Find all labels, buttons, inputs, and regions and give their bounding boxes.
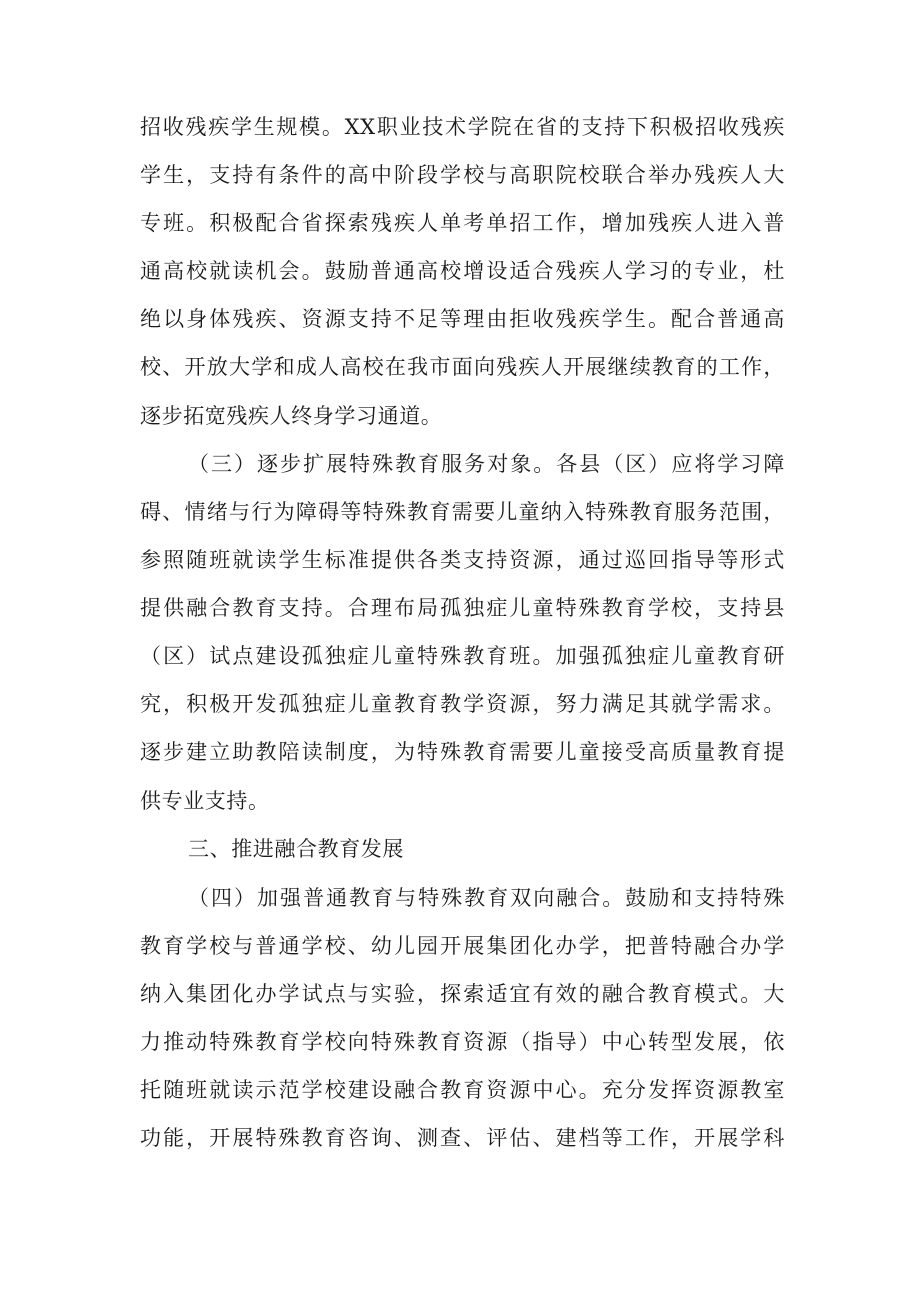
- paragraph-line: 绝以身体残疾、资源支持不足等理由拒收残疾学生。配合普通高: [140, 307, 785, 331]
- paragraph-line: 学生，支持有条件的高中阶段学校与高职院校联合举办残疾人大: [140, 163, 785, 187]
- paragraph-line: 招收残疾学生规模。XX职业技术学院在省的支持下积极招收残疾: [140, 115, 785, 139]
- paragraph-line: 逐步拓宽残疾人终身学习通道。: [140, 404, 443, 428]
- paragraph-line: 碍、情绪与行为障碍等特殊教育需要儿童纳入特殊教育服务范围，: [140, 500, 785, 524]
- paragraph-line: 力推动特殊教育学校向特殊教育资源（指导）中心转型发展，依: [140, 1030, 785, 1054]
- paragraph-line: 究，积极开发孤独症儿童教育教学资源，努力满足其就学需求。: [140, 692, 785, 716]
- section-heading-line: （四）加强普通教育与特殊教育双向融合。鼓励和支持特殊: [188, 886, 785, 910]
- section-heading-line: （三）逐步扩展特殊教育服务对象。各县（区）应将学习障: [188, 452, 785, 476]
- paragraph-line: 通高校就读机会。鼓励普通高校增设适合残疾人学习的专业，杜: [140, 259, 785, 283]
- paragraph-line: 功能，开展特殊教育咨询、测查、评估、建档等工作，开展学科: [140, 1126, 785, 1150]
- paragraph-line: 纳入集团化办学试点与实验，探索适宜有效的融合教育模式。大: [140, 982, 785, 1006]
- paragraph-line: 托随班就读示范学校建设融合教育资源中心。充分发挥资源教室: [140, 1078, 785, 1102]
- paragraph-line: 专班。积极配合省探索残疾人单考单招工作，增加残疾人进入普: [140, 211, 785, 235]
- paragraph-line: 校、开放大学和成人高校在我市面向残疾人开展继续教育的工作，: [140, 355, 785, 379]
- paragraph-line: 参照随班就读学生标准提供各类支持资源，通过巡回指导等形式: [140, 548, 785, 572]
- chapter-heading: 三、推进融合教育发展: [188, 837, 404, 861]
- paragraph-line: 逐步建立助教陪读制度，为特殊教育需要儿童接受高质量教育提: [140, 740, 785, 764]
- paragraph-line: 供专业支持。: [140, 789, 270, 813]
- paragraph-line: （区）试点建设孤独症儿童特殊教育班。加强孤独症儿童教育研: [140, 644, 785, 668]
- paragraph-line: 提供融合教育支持。合理布局孤独症儿童特殊教育学校，支持县: [140, 596, 785, 620]
- paragraph-line: 教育学校与普通学校、幼儿园开展集团化办学，把普特融合办学: [140, 934, 785, 958]
